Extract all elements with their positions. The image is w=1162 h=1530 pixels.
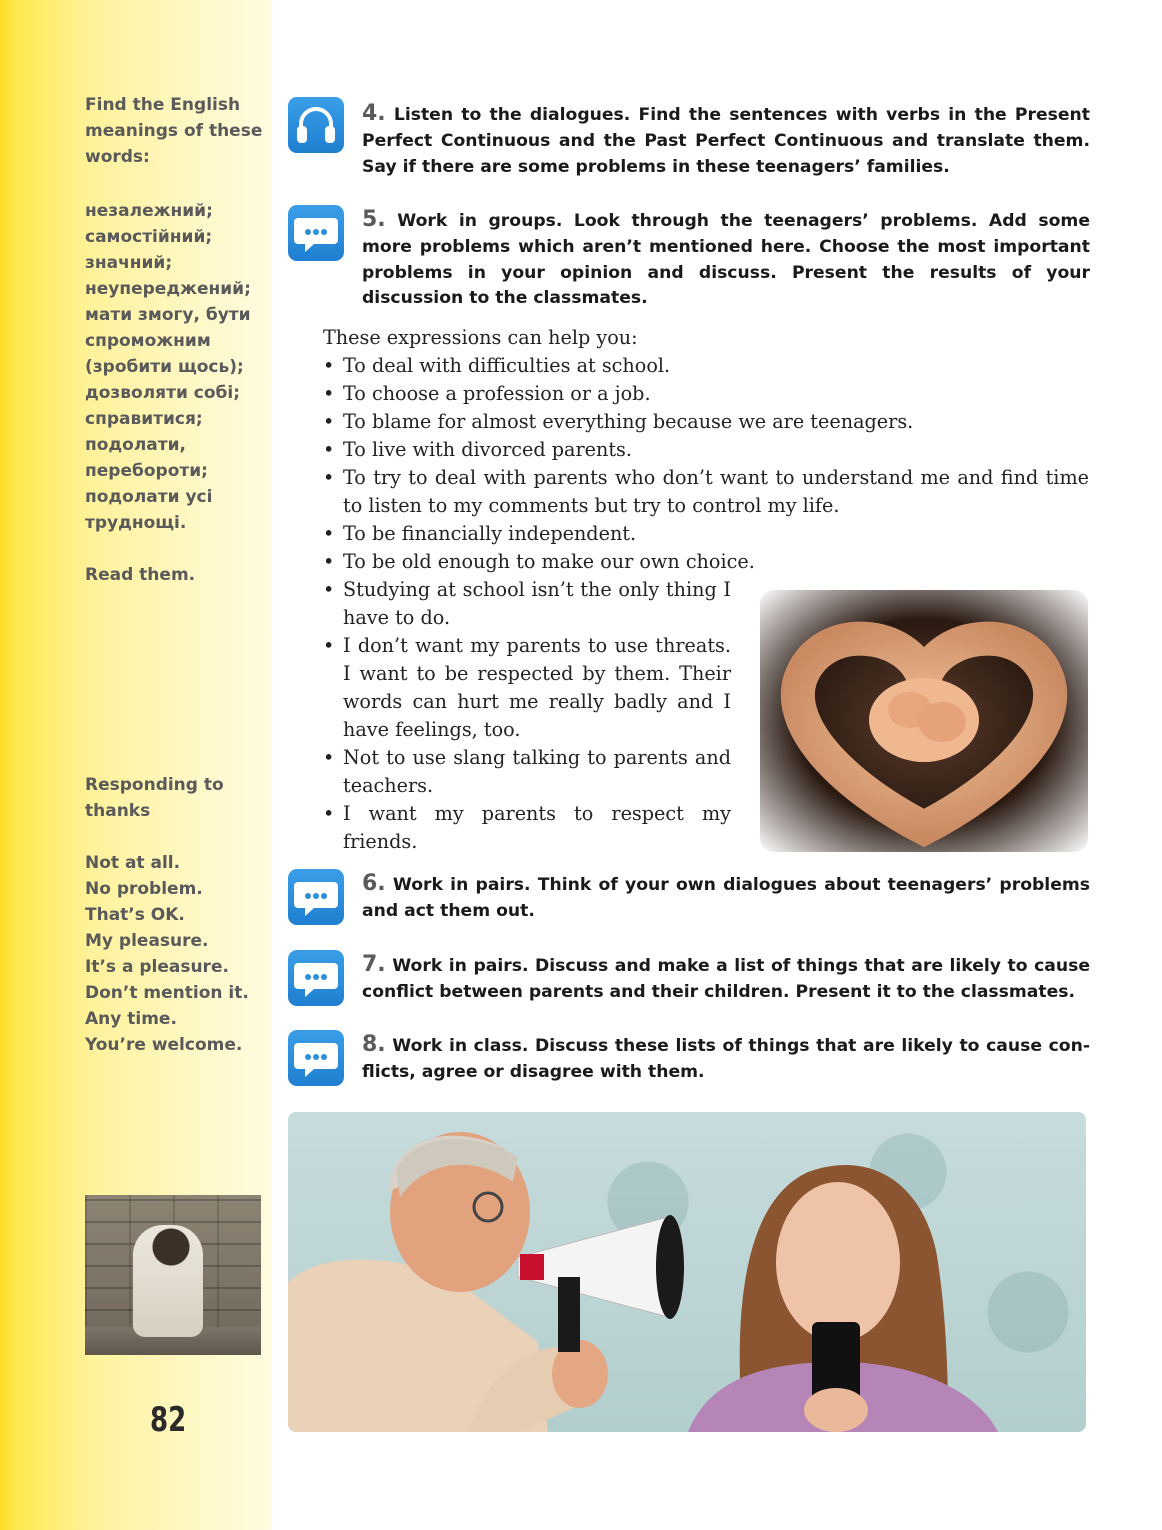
exercise-number: 4. [362,101,386,126]
headphones-icon [288,97,344,153]
thanks-phrase: Don’t mention it. [85,983,249,1003]
exercise-5 [362,207,1090,312]
vocab-word: неупереджений; [85,279,251,299]
read-them-text: Read them. [85,565,196,585]
read-them [85,562,265,588]
list-item: • To blame for almost everything because we are teenagers. [323,408,1089,436]
list-item: • To choose a profession or a job. [323,380,1089,408]
vocab-word: спроможним [85,331,211,351]
page-number: 82 [150,1400,187,1440]
list-item: • To try to deal with parents who don’t want to understand me and find time to listen to my comments but try to control my life. [323,464,1089,520]
list-item: • To deal with difficulties at school. [323,352,1089,380]
vocab-word: труднощі. [85,513,187,533]
vocab-word: (зробити щось); [85,357,244,377]
vocab-word: самостійний; [85,227,213,247]
exercise-number: 5. [362,207,386,232]
thanks-phrase-list [85,850,265,1058]
vocab-word: справитися; [85,409,203,429]
thanks-phrase: No problem. [85,879,203,899]
heart-hands-photo [760,590,1088,852]
thanks-phrase: Not at all. [85,853,181,873]
thanks-phrase: My pleasure. [85,931,209,951]
sad-teenager-photo [85,1195,261,1355]
exercise-4 [362,101,1090,180]
vocab-word: значний; [85,253,173,273]
vocab-word: подолати, [85,435,186,455]
exercise-number: 8. [362,1032,386,1057]
thanks-phrase: That’s OK. [85,905,185,925]
vocab-heading-line: meanings of these [85,121,263,141]
speech-bubble-icon [288,869,344,925]
thanks-heading-line: Responding to [85,775,224,795]
speech-bubble-icon [288,205,344,261]
vocab-heading-line: Find the English [85,95,241,115]
exercise-number: 7. [362,952,386,977]
vocab-word: мати змогу, бути [85,305,251,325]
expressions-intro: These expressions can help you: [323,326,638,349]
exercise-number: 6. [362,871,386,896]
thanks-heading [85,772,265,824]
speech-bubble-icon [288,1030,344,1086]
list-item: • To be financially independent. [323,520,1089,548]
exercise-instruction: Work in groups. Look through the teenagers’ problems. Add some more problems which aren’t mentioned here. Choose the most important problems in your opinion and discuss. Present the results of your discussion to the classmates. [362,211,1090,309]
thanks-phrase: It’s a pleasure. [85,957,229,977]
exercise-6 [362,871,1090,925]
exercise-8 [362,1032,1090,1086]
list-item: • To be old enough to make our own choice. [323,548,1089,576]
thanks-heading-line: thanks [85,801,151,821]
thanks-phrase: You’re welcome. [85,1035,243,1055]
exercise-instruction: Work in pairs. Discuss and make a list of things that are likely to cause conflict between parents and their children. Present it to the classmates. [362,956,1090,1002]
exercise-7 [362,952,1090,1006]
list-item: • Studying at school isn’t the only thing I have to do. [323,576,731,632]
vocab-word: дозволяти собі; [85,383,241,403]
megaphone-father-daughter-photo [288,1112,1086,1432]
vocab-heading-line: words: [85,147,150,167]
vocab-word: подолати усі [85,487,213,507]
vocab-heading [85,92,265,170]
vocab-word: незалежний; [85,201,213,221]
list-item: • To live with divorced parents. [323,436,1089,464]
list-item: • I don’t want my parents to use threats. I want to be respected by them. Their words can hurt me really badly and I have feelings, too. [323,632,731,744]
list-item: • Not to use slang talking to parents and teachers. [323,744,731,800]
thanks-phrase: Any time. [85,1009,177,1029]
list-item: • I want my parents to respect my friends. [323,800,731,856]
exercise-instruction: Listen to the dialogues. Find the sentences with verbs in the Present Perfect Continuous and the Past Perfect Continuous and translate them. Say if there are some problems in these teenagers’ families. [362,105,1090,177]
vocab-word: перебороти; [85,461,208,481]
sidebar [0,0,272,1530]
speech-bubble-icon [288,950,344,1006]
vocab-word-list [85,198,265,536]
exercise-instruction: Work in class. Discuss these lists of things that are likely to cause conflicts, agree or disagree with them. [362,1036,1090,1082]
exercise-instruction: Work in pairs. Think of your own dialogues about teenagers’ problems and act them out. [362,875,1091,921]
